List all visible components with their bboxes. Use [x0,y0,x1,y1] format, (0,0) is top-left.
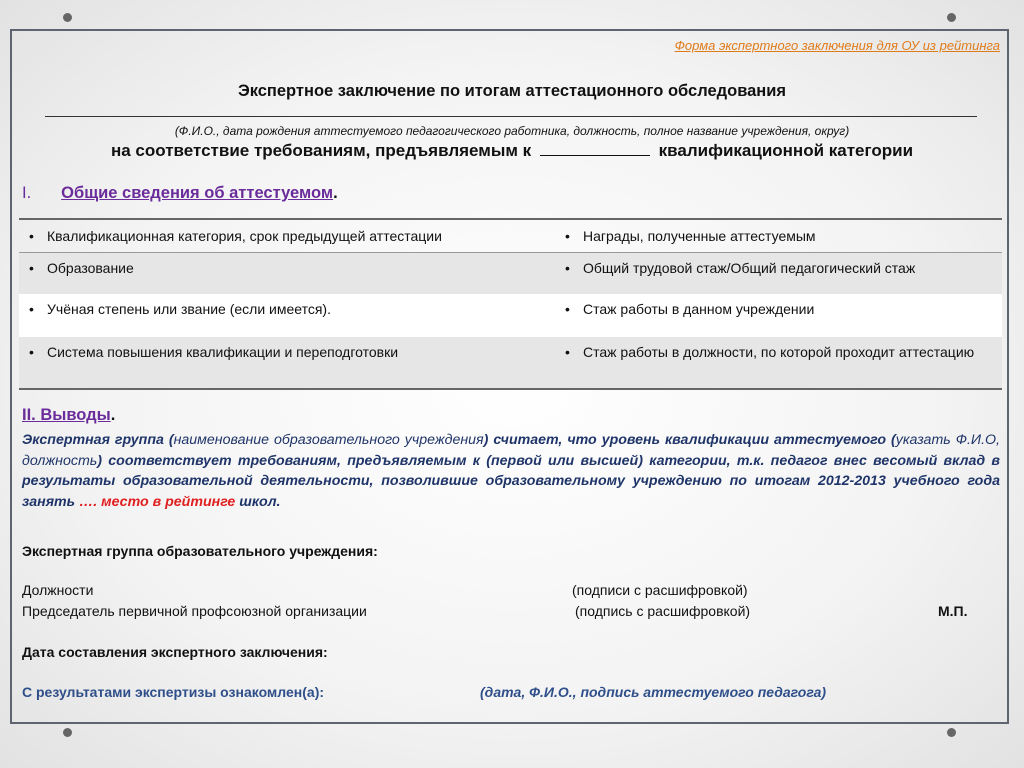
bullet: • [565,344,570,360]
conclusion-s5: ) соответствует требованиям, предъявляемым к (первой или высшей) категории, т.к. педагог внес весомый вклад в результаты образовательной деятельности, позволившие образовательному учреждению по итогам 2012-2013 учебного года занять [22,452,1000,510]
table-cell [555,294,1002,337]
positions-signature-note: (подписи с расшифровкой) [572,582,748,598]
conclusion-rating-place: …. место в рейтинге [79,493,236,510]
bullet: • [565,228,570,244]
section1-number: I. [22,184,32,202]
cell-text: Образование [47,260,134,276]
section2-heading [22,406,115,425]
cell-text: Система повышения квалификации и переподготовки [47,344,399,360]
conclusion-paragraph [22,430,1000,512]
fio-blank-line [45,116,977,117]
section1-period: . [333,184,338,202]
table-row [19,253,1002,295]
familiarized-note: (дата, Ф.И.О., подпись аттестуемого педагога) [480,684,827,700]
page-title: Экспертное заключение по итогам аттестационного обследования [237,82,787,100]
info-table [19,218,1002,390]
chairman-label: Председатель первичной профсоюзной организации [22,603,367,619]
conclusion-s3: ) считает, что уровень квалификации аттестуемого ( [483,432,896,448]
date-label: Дата составления экспертного заключения: [22,644,328,660]
fio-note: (Ф.И.О., дата рождения аттестуемого педагогического работника, должность, полное название учреждения, округ) [174,124,850,138]
table-cell [19,337,555,389]
corner-dot-top-left [63,13,72,22]
positions-label: Должности [22,582,94,598]
category-blank [540,141,650,156]
corner-dot-bottom-left [63,728,72,737]
table-row [19,294,1002,337]
section1-heading [22,184,338,203]
form-link[interactable]: Форма экспертного заключения для ОУ из рейтинга [674,38,1000,53]
expert-group-label: Экспертная группа образовательного учреждения: [22,543,378,559]
corner-dot-bottom-right [947,728,956,737]
table-cell [555,253,1002,295]
table-cell [555,219,1002,253]
table-cell [19,219,555,253]
bullet: • [29,228,34,244]
stamp-label: М.П. [938,603,968,619]
bullet: • [29,260,34,276]
section2-title: II. Выводы [22,406,111,424]
cell-text: Общий трудовой стаж/Общий педагогический стаж [583,260,916,276]
table-row [19,337,1002,389]
table-row [19,219,1002,253]
chairman-signature-note: (подпись с расшифровкой) [575,603,751,619]
bullet: • [565,301,570,317]
bullet: • [29,301,34,317]
conclusion-s4: указать Ф.И.О, должность [22,432,1000,469]
subtitle-part1: на соответствие требованиям, предъявляемым к [110,141,532,160]
conclusion-s7: школ. [235,493,281,510]
familiarized-label: С результатами экспертизы ознакомлен(а): [22,684,325,700]
conclusion-s1: Экспертная группа ( [22,432,174,448]
table-cell [19,294,555,337]
cell-text: Квалификационная категория, срок предыдущей аттестации [47,228,442,244]
bullet: • [29,344,34,360]
subtitle [0,141,1024,161]
conclusion-s2: наименование образовательного учреждения [173,432,484,448]
section2-period: . [110,406,116,424]
subtitle-part2: квалификационной категории [658,141,914,160]
section1-title: Общие сведения об аттестуемом [61,184,334,202]
table-cell [555,337,1002,389]
cell-text: Стаж работы в данном учреждении [583,301,815,317]
cell-text: Учёная степень или звание (если имеется). [47,301,331,317]
cell-text: Стаж работы в должности, по которой проходит аттестацию [583,344,975,360]
bullet: • [565,260,570,276]
corner-dot-top-right [947,13,956,22]
cell-text: Награды, полученные аттестуемым [583,228,816,244]
table-cell [19,253,555,295]
